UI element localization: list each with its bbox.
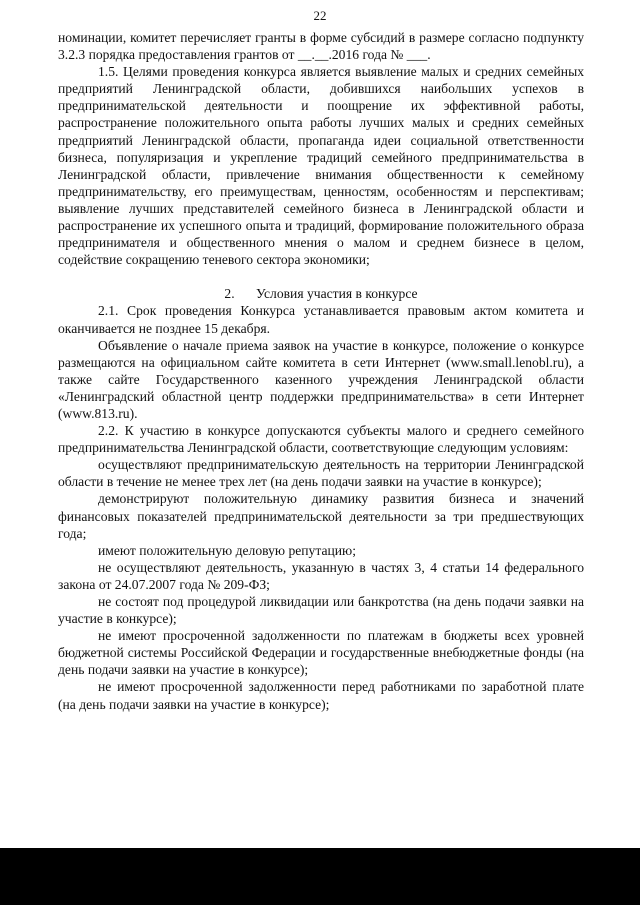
paragraph: не состоят под процедурой ликвидации или банкротства (на день подачи заявки на участие в конкурсе); <box>58 594 584 627</box>
paragraph: не имеют просроченной задолженности по платежам в бюджеты всех уровней бюджетной системы Российской Федерации и государственные внебюджетные фонды (на день подачи заявки на участие в конкурсе); <box>58 628 584 678</box>
paragraph: демонстрируют положительную динамику развития бизнеса и значений финансовых показателей предпринимательской деятельности за три предшествующих года; <box>58 491 584 541</box>
paragraph: номинации, комитет перечисляет гранты в форме субсидий в размере согласно подпункту 3.2.3 порядка предоставления грантов от __.__.2016 года № ___. <box>58 30 584 63</box>
section-heading <box>58 285 584 302</box>
paragraph: 1.5. Целями проведения конкурса является выявление малых и средних семейных предприятий Ленинградской области, добившихся наибольших успехов в предпринимательской деятельности и поощрение их эффективной работы, распространение положительного опыта работы лучших малых и средних семейных предприятий Ленинградской области, пропаганда идеи социальной ответственности бизнеса, популяризация и укрепление традиций семейного предпринимательства в Ленинградской области, привлечение внимания общественности к семейному предпринимательству, его преимуществам, ценностям, особенностям и перспективам; выявление лучших представителей семейного бизнеса в Ленинградской области и распространение их успешного опыта и традиций, формирование положительного образа предпринимателя и общественного мнения о малом и среднем бизнесе в целом, содействие сокращению теневого сектора экономики; <box>58 64 584 268</box>
paragraph: 2.2. К участию в конкурсе допускаются субъекты малого и среднего семейного предпринимательства Ленинградской области, соответствующие следующим условиям: <box>58 423 584 456</box>
document-body <box>58 29 584 713</box>
paragraph: 2.1. Срок проведения Конкурса устанавливается правовым актом комитета и оканчивается не позднее 15 декабря. <box>58 303 584 336</box>
page-number: 22 <box>313 8 327 23</box>
paragraph: не имеют просроченной задолженности перед работниками по заработной плате (на день подачи заявки на участие в конкурсе); <box>58 679 584 712</box>
section-paragraphs <box>58 302 584 712</box>
section-number: 2. <box>224 286 235 302</box>
intro-paragraphs <box>58 29 584 268</box>
paragraph: Объявление о начале приема заявок на участие в конкурсе, положение о конкурсе размещаются на официальном сайте комитета в сети Интернет (www.small.lenobl.ru), а также сайте Государственного казенного учреждения Ленинградской области «Ленинградский областной центр поддержки предпринимательства» в сети Интернет (www.813.ru). <box>58 337 584 421</box>
paragraph: не осуществляют деятельность, указанную в частях 3, 4 статьи 14 федерального закона от 24.07.2007 года № 209-ФЗ; <box>58 559 584 592</box>
scan-border <box>0 848 640 905</box>
paragraph: имеют положительную деловую репутацию; <box>98 542 356 558</box>
section-title: Условия участия в конкурсе <box>256 286 418 302</box>
paragraph: осуществляют предпринимательскую деятельность на территории Ленинградской области в течение не менее трех лет (на день подачи заявки на участие в конкурсе); <box>58 457 584 490</box>
